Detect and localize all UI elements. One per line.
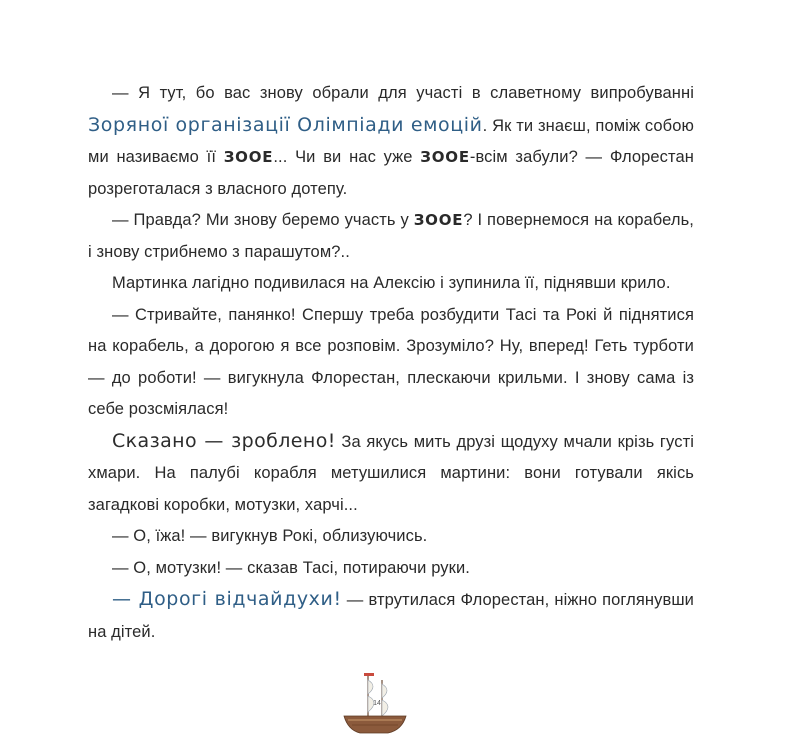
paragraph-2: — Правда? Ми знову беремо участь у ЗООЕ? І повернемося на корабель, і знову стрибнемо з парашутом?..	[88, 211, 694, 261]
accent-phrase: Зоряної організації Олімпіади емоцій	[88, 113, 483, 136]
zooe-acronym: ЗООЕ	[413, 211, 464, 229]
story-text	[88, 78, 694, 648]
paragraph-7: — О, мотузки! — сказав Тасі, потираючи руки.	[112, 558, 470, 577]
accent-phrase: Сказано — зроблено!	[112, 429, 336, 452]
paragraph-3: Мартинка лагідно подивилася на Алексію і зупинила її, піднявши крило.	[112, 274, 671, 292]
paragraph-5: Сказано — зроблено! За якусь мить друзі щодуху мчали крізь густі хмари. На палубі корабля метушилися мартини: вони готували якісь загадкові коробки, мотузки, харчі...	[88, 429, 694, 514]
paragraph-1: — Я тут, бо вас знову обрали для участі в славетному випробуванні Зоряної організації Олімпіади емоцій. Як ти знаєш, поміж собою ми називаємо її ЗООЕ... Чи ви нас уже ЗООЕ-всім забули? — Флорестан розреготалася з власного дотепу.	[88, 84, 694, 198]
paragraph-6: — О, їжа! — вигукнув Рокі, облизуючись.	[112, 527, 428, 545]
paragraph-4: — Стривайте, панянко! Спершу треба розбудити Тасі та Рокі й піднятися на корабель, а дорогою я все розповім. Зрозуміло? Ну, вперед! Геть турботи — до роботи! — вигукнула Флорестан, плескаючи крильми. І знову сама із себе розсміялася!	[88, 305, 694, 418]
paragraph-8: — Дорогі відчайдухи! — втрутилася Флорестан, ніжно поглянувши на дітей.	[88, 588, 694, 641]
zooe-acronym: ЗООЕ	[420, 148, 470, 166]
page-number: 14	[373, 700, 381, 707]
zooe-acronym: ЗООЕ	[223, 148, 274, 166]
accent-phrase: — Дорогі відчайдухи!	[112, 588, 342, 610]
